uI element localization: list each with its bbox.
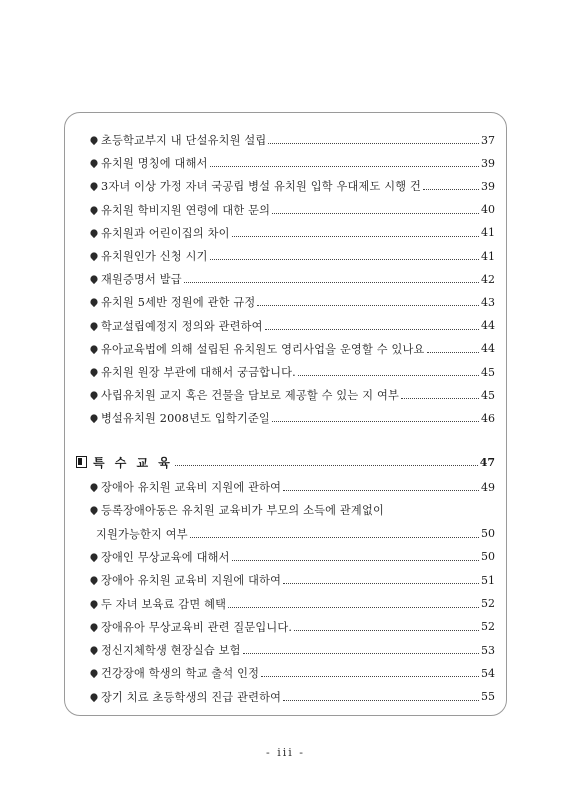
toc-entry-title: 사립유치원 교지 혹은 건물을 담보로 제공할 수 있는 지 여부 <box>101 389 399 403</box>
toc-entry[interactable] <box>90 500 495 520</box>
toc-entry[interactable] <box>90 316 495 336</box>
dot-leader <box>427 351 480 353</box>
toc-entry-title: 장기 치료 초등학생의 진급 관련하여 <box>101 690 282 704</box>
toc-entry-page: 53 <box>481 643 495 657</box>
dot-leader <box>265 328 479 330</box>
dot-leader <box>228 606 479 608</box>
dot-leader <box>294 629 479 631</box>
dot-leader <box>232 559 479 561</box>
bullet-icon <box>89 297 99 307</box>
dot-leader <box>232 235 479 237</box>
toc-entry[interactable] <box>96 524 495 544</box>
toc-entry[interactable] <box>90 246 495 266</box>
bullet-icon <box>89 692 99 702</box>
bullet-icon <box>89 274 99 284</box>
toc-entry-title: 유치원인가 신청 시기 <box>101 250 208 263</box>
bullet-icon <box>89 390 99 400</box>
dot-leader <box>210 258 479 260</box>
toc-entry-title: 건강장애 학생의 학교 출석 인정 <box>101 667 260 681</box>
toc-entry-page: 42 <box>481 272 495 286</box>
section-header-special-education[interactable] <box>76 452 495 472</box>
toc-entry-title: 유치원 원장 부관에 대해서 궁금합니다. <box>101 366 296 379</box>
toc-entry-title: 장애유아 무상교육비 관련 질문입니다. <box>101 620 293 634</box>
dot-leader <box>261 675 479 677</box>
toc-entry-title: 정신지체학생 현장실습 보험 <box>101 644 241 658</box>
toc-entry-page: 50 <box>481 527 495 541</box>
toc-entry-page: 45 <box>481 365 495 379</box>
bullet-icon <box>89 344 99 354</box>
toc-entry-page: 54 <box>481 666 495 680</box>
dot-leader <box>175 464 478 466</box>
toc-entry-title: 두 자녀 보육료 감면 혜택 <box>101 597 227 611</box>
bullet-icon <box>89 505 99 515</box>
toc-entry-page: 40 <box>481 203 495 217</box>
bullet-icon <box>89 575 99 585</box>
toc-entry-title: 지원가능한지 여부 <box>96 527 188 541</box>
bullet-icon <box>89 205 99 215</box>
toc-entry[interactable] <box>90 130 495 150</box>
toc-entry-title: 유치원 학비지원 연령에 대한 문의 <box>101 203 271 217</box>
dot-leader <box>210 165 479 167</box>
bullet-icon <box>89 135 99 145</box>
toc-entry-title: 유치원과 어린이집의 차이 <box>101 226 230 240</box>
section-page-number: 47 <box>479 455 495 469</box>
toc-entry[interactable] <box>90 477 495 497</box>
section-marker-icon <box>76 456 87 468</box>
toc-entry-title: 학교설립예정지 정의와 관련하여 <box>101 319 263 333</box>
toc-entry[interactable] <box>90 617 495 637</box>
toc-entry-page: 49 <box>481 480 495 494</box>
bullet-icon <box>89 413 99 423</box>
toc-entry-page: 39 <box>481 156 495 170</box>
toc-entry[interactable] <box>90 547 495 567</box>
dot-leader <box>423 188 479 190</box>
dot-leader <box>190 536 479 538</box>
bullet-icon <box>89 668 99 678</box>
toc-entry-title: 유치원 5세반 정원에 관한 규정 <box>101 296 256 310</box>
toc-entry[interactable] <box>90 223 495 243</box>
bullet-icon <box>89 598 99 608</box>
toc-entry[interactable] <box>90 339 495 359</box>
toc-entry[interactable] <box>90 292 495 312</box>
dot-leader <box>257 304 479 306</box>
toc-entry[interactable] <box>90 362 495 382</box>
bullet-icon <box>89 321 99 331</box>
toc-entry-page: 37 <box>481 133 495 147</box>
toc-entry-page: 44 <box>481 342 495 356</box>
toc-entry-page: 45 <box>481 388 495 402</box>
toc-entry[interactable] <box>90 663 495 683</box>
dot-leader <box>272 212 479 214</box>
dot-leader <box>272 420 479 422</box>
toc-entry[interactable] <box>90 200 495 220</box>
toc-entry[interactable] <box>90 153 495 173</box>
bullet-icon <box>89 228 99 238</box>
toc-entry-page: 43 <box>481 295 495 309</box>
toc-entry[interactable] <box>90 687 495 707</box>
dot-leader <box>268 142 479 144</box>
toc-entry-page: 41 <box>481 226 495 240</box>
page-footer-number: - iii - <box>266 746 305 759</box>
bullet-icon <box>89 158 99 168</box>
toc-entry-page: 44 <box>481 319 495 333</box>
section-title: 특 수 교 육 <box>93 455 173 470</box>
toc-entry-page: 46 <box>481 411 495 425</box>
toc-entry-page: 52 <box>481 620 495 634</box>
bullet-icon <box>89 482 99 492</box>
toc-entry-page: 51 <box>481 573 495 587</box>
dot-leader <box>243 652 479 654</box>
dot-leader <box>401 397 479 399</box>
toc-entry[interactable] <box>90 640 495 660</box>
toc-entry[interactable] <box>90 594 495 614</box>
toc-entry[interactable] <box>90 408 495 428</box>
toc-entry-title: 유아교육법에 의해 설립된 유치원도 영리사업을 운영할 수 있나요 <box>101 342 425 356</box>
bullet-icon <box>89 622 99 632</box>
toc-entry-title: 3자녀 이상 가정 자녀 국공립 병설 유치원 입학 우대제도 시행 건 <box>101 180 422 194</box>
bullet-icon <box>89 645 99 655</box>
toc-entry-title: 장애아 유치원 교육비 지원에 대하여 <box>101 574 282 588</box>
toc-entry[interactable] <box>90 176 495 196</box>
bullet-icon <box>89 552 99 562</box>
toc-entry-title: 장애아 유치원 교육비 지원에 관하여 <box>101 481 282 494</box>
dot-leader <box>283 582 479 584</box>
bullet-icon <box>89 181 99 191</box>
toc-entry-page: 41 <box>481 249 495 263</box>
toc-entry-title: 유치원 명칭에 대해서 <box>101 157 208 171</box>
toc-entry-title: 장애인 무상교육에 대해서 <box>101 550 230 564</box>
dot-leader <box>298 374 479 376</box>
bullet-icon <box>89 367 99 377</box>
toc-entry-title: 재원증명서 발급 <box>101 273 182 287</box>
dot-leader <box>184 281 479 283</box>
toc-entry-page: 50 <box>481 550 495 564</box>
toc-entry-title: 등록장애아동은 유치원 교육비가 부모의 소득에 관계없이 <box>101 504 384 518</box>
bullet-icon <box>89 251 99 261</box>
toc-entry-page: 39 <box>481 179 495 193</box>
toc-entry[interactable] <box>90 385 495 405</box>
toc-entry-page: 52 <box>481 597 495 610</box>
toc-entry-title: 병설유치원 2008년도 입학기준일 <box>101 412 270 426</box>
toc-entry-title: 초등학교부지 내 단설유치원 설립 <box>101 134 267 147</box>
dot-leader <box>283 699 479 701</box>
dot-leader <box>283 489 479 491</box>
toc-entry[interactable] <box>90 269 495 289</box>
toc-entry[interactable] <box>90 570 495 590</box>
toc-entry-page: 55 <box>481 690 495 704</box>
